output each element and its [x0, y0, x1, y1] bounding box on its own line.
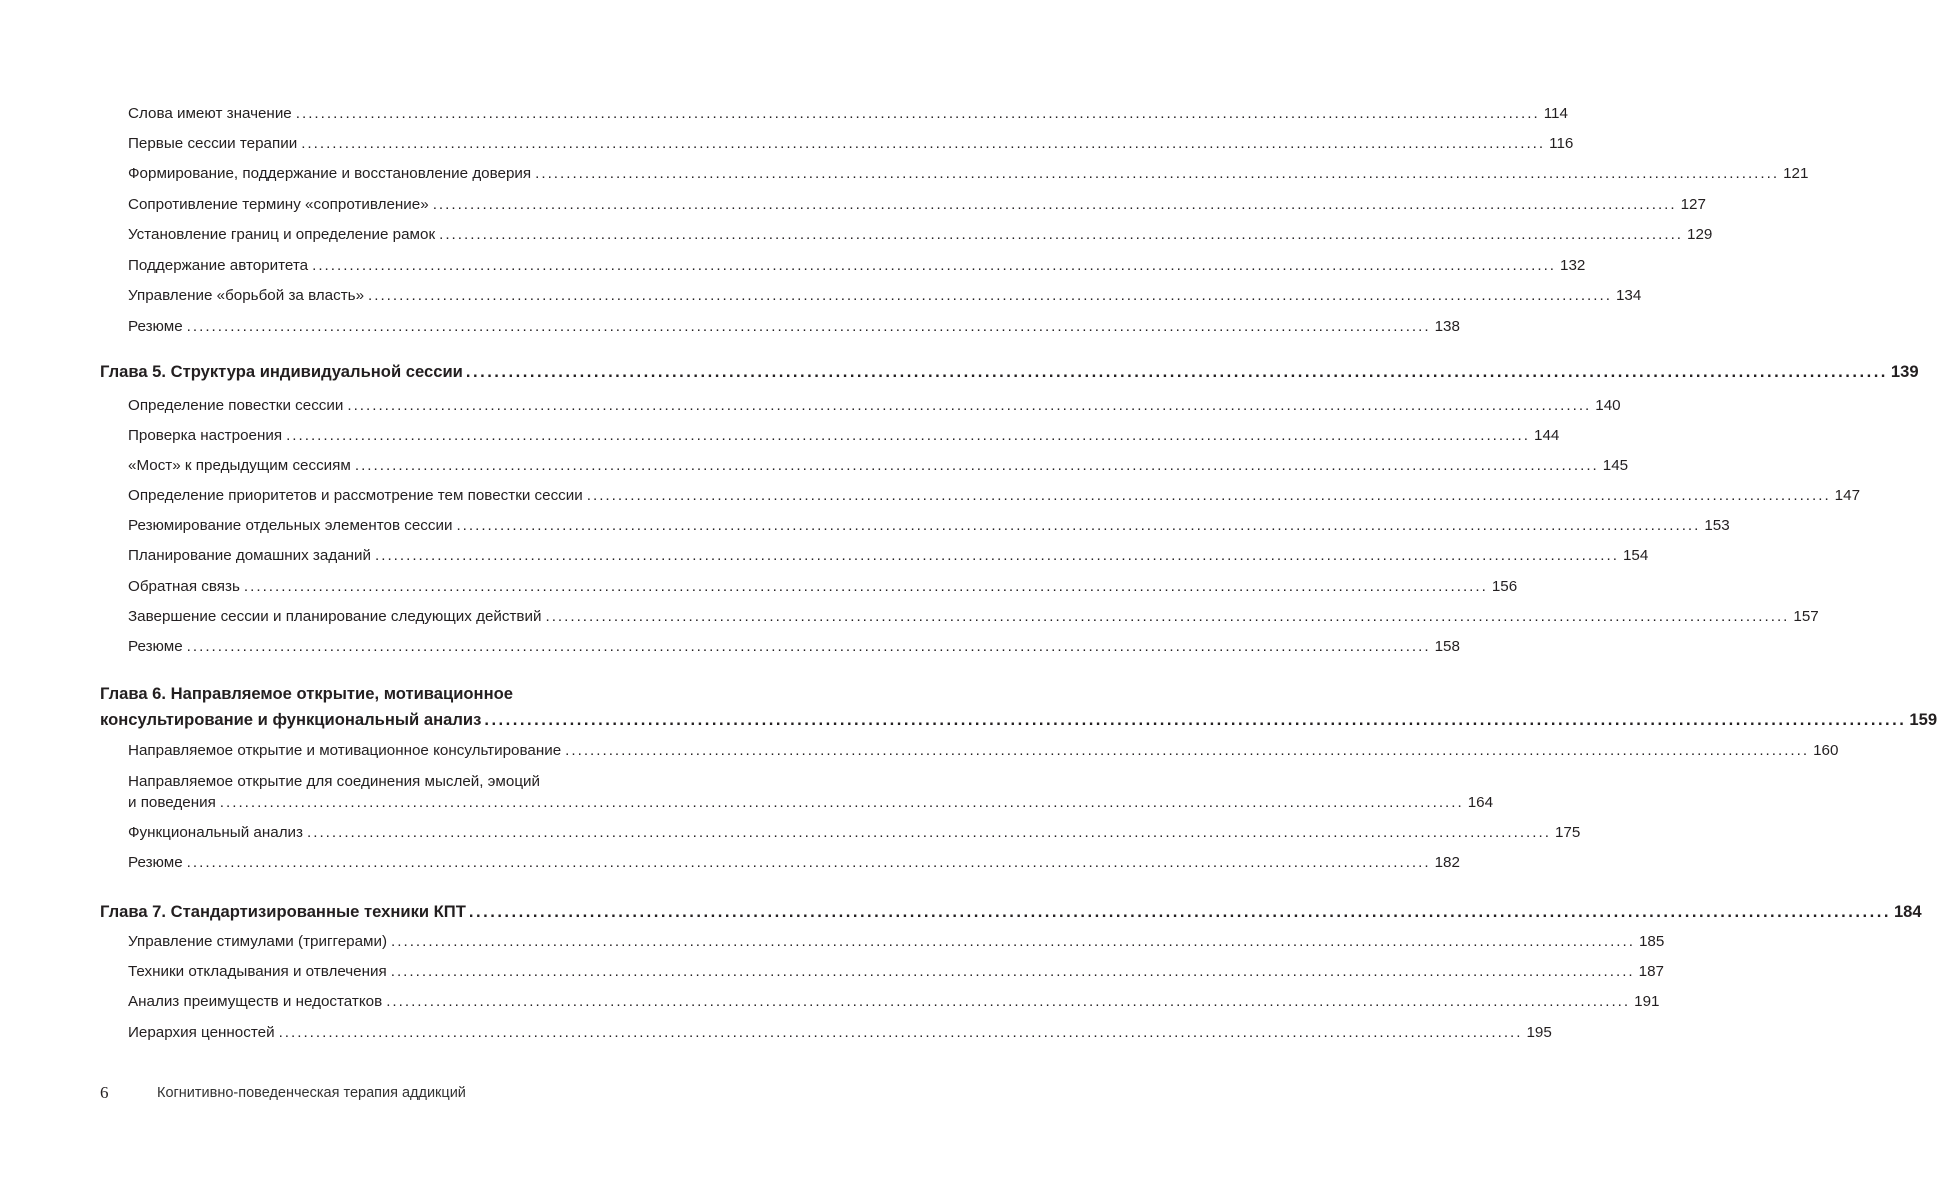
toc-entry-title: и поведения	[128, 794, 216, 811]
toc-entry-title: Определение приоритетов и рассмотрение тем повестки сессии	[128, 487, 583, 504]
toc-entry-title: Слова имеют значение	[128, 105, 292, 122]
dot-leader: ........................................................................................................................................................................................................	[368, 287, 1612, 304]
toc-entry[interactable]	[128, 823, 1581, 842]
dot-leader: ........................................................................................................................................................................................................	[186, 318, 1431, 335]
toc-entry-title: Обратная связь	[128, 578, 240, 595]
toc-entry[interactable]	[128, 317, 1460, 336]
toc-entry-page: 114	[1543, 105, 1568, 122]
toc-entry-page: 191	[1634, 993, 1660, 1010]
toc-entry-page: 160	[1813, 742, 1839, 759]
dot-leader: ........................................................................................................................................................................................................	[565, 742, 1810, 759]
toc-entry[interactable]	[128, 225, 1713, 244]
dot-leader: ........................................................................................................................................................................................................	[312, 257, 1557, 274]
toc-entry-title: Сопротивление термину «сопротивление»	[128, 196, 429, 213]
toc-entry-page: 134	[1615, 287, 1642, 304]
toc-entry-title: Резюме	[128, 638, 183, 655]
toc-entry-page: 144	[1534, 427, 1560, 444]
toc-entry-title: Функциональный анализ	[128, 824, 304, 841]
toc-entry-page: 158	[1434, 638, 1460, 655]
dot-leader: ........................................................................................................................................................................................................	[286, 427, 1530, 444]
toc-entry-title: «Мост» к предыдущим сессиям	[128, 457, 351, 474]
toc-entry[interactable]	[128, 932, 1665, 951]
toc-entry-title: Поддержание авторитета	[128, 257, 309, 274]
toc-entry[interactable]	[128, 853, 1460, 872]
toc-entry-title: Направляемое открытие и мотивационное консультирование	[128, 742, 562, 759]
toc-entry-page: 185	[1638, 933, 1665, 950]
toc-entry-page: 145	[1602, 457, 1629, 474]
toc-entry-page: 116	[1549, 135, 1574, 152]
toc-entry-page: 140	[1595, 397, 1621, 414]
toc-entry[interactable]	[128, 426, 1560, 445]
dot-leader: ........................................................................................................................................................................................................	[219, 794, 1464, 811]
toc-entry-title: Планирование домашних заданий	[128, 547, 372, 564]
chapter-heading-7[interactable]	[100, 901, 1922, 922]
toc-entry-page: 182	[1434, 854, 1460, 871]
chapter-page: 139	[1890, 362, 1919, 381]
toc-entry-title-line-1[interactable]: Направляемое открытие для соединения мыслей, эмоций	[128, 773, 540, 790]
dot-leader: ........................................................................................................................................................................................................	[535, 165, 1780, 182]
dot-leader: ........................................................................................................................................................................................................	[439, 226, 1684, 243]
toc-entry-title: Резюмирование отдельных элементов сессии	[128, 517, 453, 534]
chapter-heading-5[interactable]	[100, 361, 1919, 382]
toc-entry-page: 164	[1467, 794, 1494, 811]
toc-entry-page: 157	[1793, 608, 1819, 625]
dot-leader: ........................................................................................................................................................................................................	[301, 135, 1546, 152]
toc-entry-page: 153	[1704, 517, 1730, 534]
toc-entry[interactable]	[128, 256, 1586, 275]
toc-entry[interactable]	[128, 992, 1660, 1011]
toc-entry-page: 175	[1554, 824, 1581, 841]
toc-entry[interactable]	[128, 962, 1664, 981]
dot-leader: ........................................................................................................................................................................................................	[347, 397, 1592, 414]
dot-leader: ........................................................................................................................................................................................................	[243, 578, 1488, 595]
page-number: 6	[100, 1083, 109, 1102]
toc-entry-title: Первые сессии терапии	[128, 135, 298, 152]
toc-entry[interactable]	[128, 546, 1649, 565]
toc-entry-page: 154	[1622, 547, 1649, 564]
toc-entry[interactable]	[128, 1023, 1552, 1042]
toc-entry-page: 187	[1638, 963, 1664, 980]
dot-leader: ........................................................................................................................................................................................................	[391, 933, 1635, 950]
dot-leader: ........................................................................................................................................................................................................	[484, 710, 1907, 729]
toc-entry-title: Техники откладывания и отвлечения	[128, 963, 387, 980]
toc-entry[interactable]	[128, 104, 1568, 123]
toc-entry-page: 121	[1783, 165, 1809, 182]
dot-leader: ........................................................................................................................................................................................................	[468, 902, 1891, 921]
toc-entry-title: Иерархия ценностей	[128, 1024, 275, 1041]
dot-leader: ........................................................................................................................................................................................................	[386, 993, 1631, 1010]
toc-entry[interactable]	[128, 486, 1861, 505]
dot-leader: ........................................................................................................................................................................................................	[545, 608, 1790, 625]
dot-leader: ........................................................................................................................................................................................................	[390, 963, 1635, 980]
chapter-page: 159	[1909, 710, 1937, 729]
chapter-title: консультирование и функциональный анализ	[100, 710, 482, 729]
chapter-title: Глава 7. Стандартизированные техники КПТ	[100, 902, 466, 921]
toc-entry[interactable]	[128, 793, 1494, 812]
toc-entry-page: 127	[1680, 196, 1706, 213]
running-footer-title: Когнитивно-поведенческая терапия аддикций	[157, 1085, 466, 1101]
dot-leader: ........................................................................................................................................................................................................	[465, 362, 1888, 381]
dot-leader: ........................................................................................................................................................................................................	[432, 196, 1677, 213]
dot-leader: ........................................................................................................................................................................................................	[186, 854, 1431, 871]
toc-entry[interactable]	[128, 516, 1730, 535]
chapter-heading-6[interactable]	[100, 709, 1937, 730]
toc-entry-title: Проверка настроения	[128, 427, 283, 444]
dot-leader: ........................................................................................................................................................................................................	[456, 517, 1701, 534]
toc-entry-page: 132	[1560, 257, 1586, 274]
toc-entry-page: 147	[1834, 487, 1861, 504]
dot-leader: ........................................................................................................................................................................................................	[278, 1024, 1523, 1041]
dot-leader: ........................................................................................................................................................................................................	[307, 824, 1551, 841]
toc-entry-page: 195	[1526, 1024, 1552, 1041]
toc-entry[interactable]	[128, 396, 1621, 415]
toc-entry-page: 156	[1491, 578, 1518, 595]
toc-entry-title: Завершение сессии и планирование следующих действий	[128, 608, 542, 625]
dot-leader: ........................................................................................................................................................................................................	[295, 105, 1540, 122]
toc-entry-title: Управление «борьбой за власть»	[128, 287, 365, 304]
toc-entry[interactable]	[128, 456, 1629, 475]
toc-entry[interactable]	[128, 637, 1460, 656]
toc-entry-title: Определение повестки сессии	[128, 397, 344, 414]
dot-leader: ........................................................................................................................................................................................................	[354, 457, 1599, 474]
toc-entry[interactable]	[128, 741, 1839, 760]
toc-entry-title: Управление стимулами (триггерами)	[128, 933, 388, 950]
toc-entry-title: Резюме	[128, 318, 183, 335]
dot-leader: ........................................................................................................................................................................................................	[186, 638, 1431, 655]
chapter-title-line-1[interactable]: Глава 6. Направляемое открытие, мотивационное	[100, 684, 513, 703]
chapter-title: Глава 5. Структура индивидуальной сессии	[100, 362, 463, 381]
toc-entry[interactable]	[128, 286, 1642, 305]
toc-entry[interactable]	[128, 134, 1574, 153]
dot-leader: ........................................................................................................................................................................................................	[586, 487, 1831, 504]
chapter-page: 184	[1893, 902, 1922, 921]
toc-entry-title: Установление границ и определение рамок	[128, 226, 436, 243]
toc-entry[interactable]	[128, 195, 1706, 214]
toc-entry-page: 129	[1687, 226, 1713, 243]
toc-entry-page: 138	[1434, 318, 1460, 335]
toc-entry[interactable]	[128, 164, 1809, 183]
toc-entry-title: Формирование, поддержание и восстановление доверия	[128, 165, 532, 182]
dot-leader: ........................................................................................................................................................................................................	[375, 547, 1619, 564]
toc-entry[interactable]	[128, 607, 1819, 626]
toc-entry-title: Резюме	[128, 854, 183, 871]
toc-entry-title: Анализ преимуществ и недостатков	[128, 993, 383, 1010]
toc-entry[interactable]	[128, 577, 1518, 596]
